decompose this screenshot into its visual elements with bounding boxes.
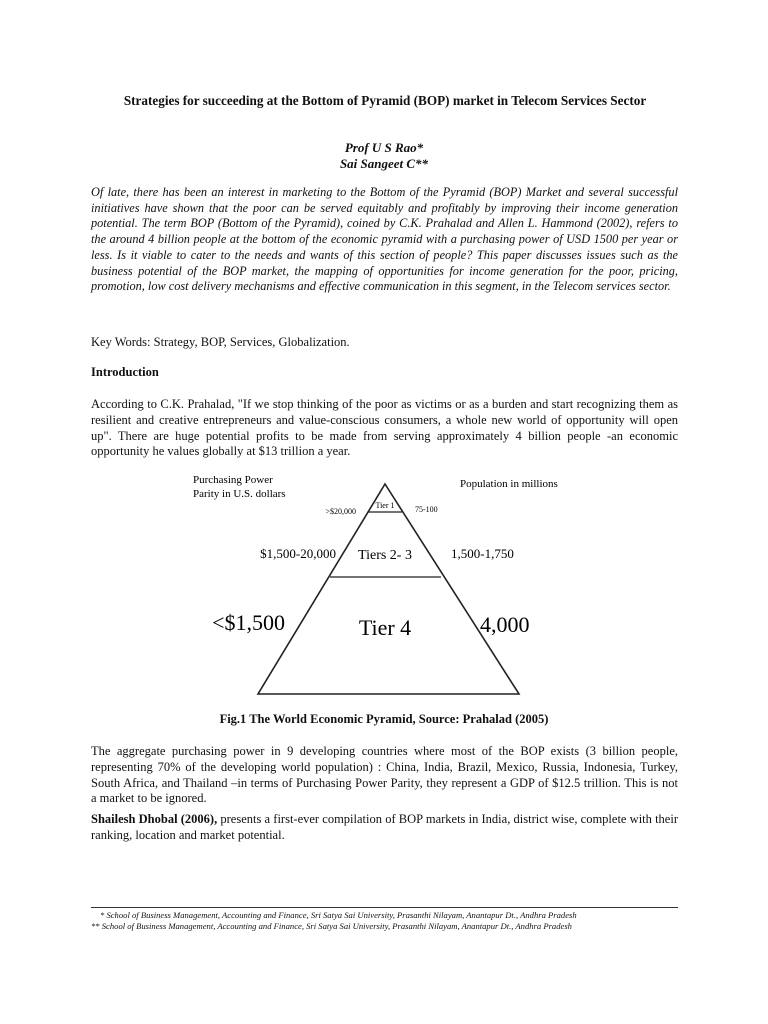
tier-2-3-label: Tiers 2- 3 xyxy=(358,548,412,563)
section-heading-introduction: Introduction xyxy=(91,365,159,379)
tier-2-3-ppp: $1,500-20,000 xyxy=(260,546,336,561)
right-axis-header: Population in millions xyxy=(460,478,558,490)
citation-author: Shailesh Dhobal (2006), xyxy=(91,812,218,826)
tier-4-ppp: <$1,500 xyxy=(212,610,285,635)
figure-caption: Fig.1 The World Economic Pyramid, Source: Prahalad (2005) xyxy=(219,712,549,726)
pyramid-diagram xyxy=(190,470,580,700)
footnote-1: * School of Business Management, Accounting and Finance, Sri Satya Sai University, Prasanthi Nilayam, Anantapur Dt., Andhra Pradesh xyxy=(100,910,577,920)
paragraph-dhobal xyxy=(91,812,678,844)
abstract: Of late, there has been an interest in marketing to the Bottom of the Pyramid (BOP) Market and several successful initiatives have shown that the poor can be served equitably and profitably by improving their income generation potential. The term BOP (Bottom of the Pyramid), coined by C.K. Prahalad and Allen L. Hammond (2002), refers to the around 4 billion people at the bottom of the economic pyramid with a purchasing power of USD 1500 per year or less. Is it viable to cater to the needs and wants of this section of people? This paper discusses issues such as the business potential of the BOP market, the mapping of opportunities for income generation for the poor, pricing, promotion, low cost delivery mechanisms and effective communication in this segment, in the Telecom services sector. xyxy=(91,185,678,294)
author-2: Sai Sangeet C** xyxy=(339,156,429,171)
keywords: Key Words: Strategy, BOP, Services, Globalization. xyxy=(91,335,350,349)
author-1: Prof U S Rao* xyxy=(344,140,424,155)
pyramid-figure xyxy=(190,470,580,700)
tier-1-label: Tier 1 xyxy=(375,501,395,510)
tier-4-population: 4,000 xyxy=(480,612,530,637)
paragraph-dhobal-text: presents a first-ever compilation of BOP markets in India, district wise, complete with their ranking, location and market potential. xyxy=(91,812,678,842)
footnote-divider xyxy=(91,907,678,908)
tier-4-label: Tier 4 xyxy=(358,615,412,640)
tier-2-3-population: 1,500-1,750 xyxy=(451,546,514,561)
pyramid-outline xyxy=(258,484,519,694)
author-list xyxy=(0,140,768,172)
paragraph-purchasing-power: The aggregate purchasing power in 9 developing countries where most of the BOP exists (3 billion people, representing 70% of the developing world population) : China, India, Brazil, Mexico, Russia, Indonesia, Turkey, South Africa, and Thailand –in terms of Purchasing Power Parity, they represent a GDP of $12.5 trillion. This is not a market to be ignored. xyxy=(91,744,678,806)
footnote-2: ** School of Business Management, Accounting and Finance, Sri Satya Sai University, Prasanthi Nilayam, Anantapur Dt., Andhra Pradesh xyxy=(91,921,572,931)
left-axis-header-line2: Parity in U.S. dollars xyxy=(193,488,286,500)
paper-title: Strategies for succeeding at the Bottom of Pyramid (BOP) market in Telecom Services Sector xyxy=(123,93,647,108)
intro-paragraph: According to C.K. Prahalad, "If we stop thinking of the poor as victims or as a burden and start recognizing them as resilient and creative entrepreneurs and value-conscious consumers, a whole new world of opportunity will open up". There are huge potential profits to be made from serving approximately 4 billion people -an economic opportunity he values globally at $13 trillion a year. xyxy=(91,397,678,459)
footnotes xyxy=(91,910,691,932)
tier-1-ppp: >$20,000 xyxy=(325,507,356,516)
tier-1-population: 75-100 xyxy=(415,505,438,514)
left-axis-header-line1: Purchasing Power xyxy=(193,474,273,486)
